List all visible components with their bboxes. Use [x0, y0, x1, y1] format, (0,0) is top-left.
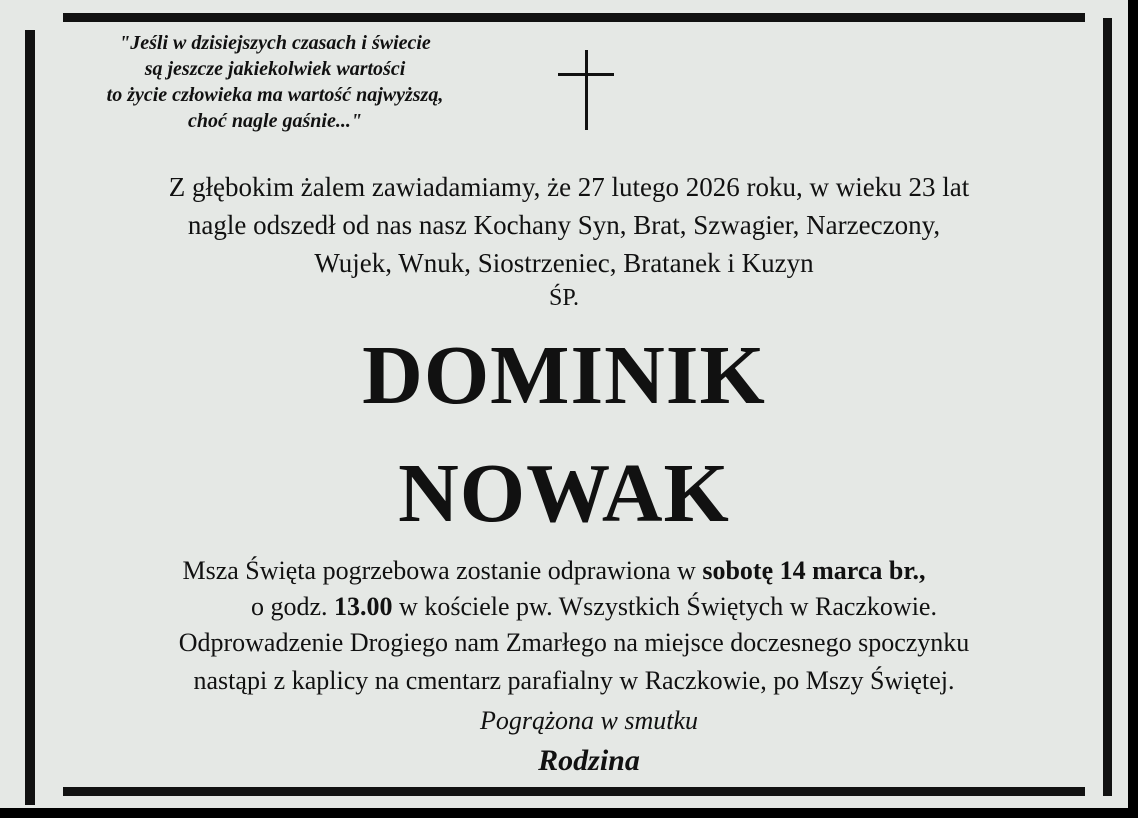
top-border — [63, 13, 1085, 22]
mourning-text: Pogrążona w smutku — [479, 706, 699, 735]
funeral-date: sobotę 14 marca br., — [702, 556, 926, 585]
announcement-line: Z głębokim żalem zawiadamiamy, że 27 lutego 2026 roku, w wieku 23 lat — [168, 172, 970, 202]
procession-line: nastąpi z kaplicy na cmentarz parafialny w Raczkowie, po Mszy Świętej. — [193, 666, 955, 695]
funeral-time-prefix: o godz. — [251, 592, 335, 621]
deceased-prefix: ŚP. — [548, 285, 580, 311]
memorial-quote — [40, 30, 510, 134]
funeral-time: 13.00 — [334, 592, 393, 621]
procession-line: Odprowadzenie Drogiego nam Zmarłego na miejsce doczesnego spoczynku — [178, 628, 970, 657]
quote-line: to życie człowieka ma wartość najwyższą, — [106, 84, 444, 106]
funeral-mass-line — [0, 555, 1118, 587]
quote-line: choć nagle gaśnie..." — [188, 110, 362, 132]
funeral-mass-text: Msza Święta pogrzebowa zostanie odprawiona w — [182, 556, 703, 585]
quote-line: "Jeśli w dzisiejszych czasach i świecie — [119, 32, 431, 54]
funeral-time-line — [30, 591, 1138, 623]
funeral-church: w kościele pw. Wszystkich Świętych w Raczkowie. — [392, 592, 937, 621]
deceased-last-name: NOWAK — [398, 447, 730, 540]
bottom-border — [63, 787, 1085, 796]
quote-line: są jeszcze jakiekolwiek wartości — [144, 58, 406, 80]
announcement-line: Wujek, Wnuk, Siostrzeniec, Bratanek i Kuzyn — [314, 248, 814, 278]
family-signature: Rodzina — [538, 744, 640, 777]
deceased-first-name: DOMINIK — [362, 329, 766, 422]
announcement-line: nagle odszedł od nas nasz Kochany Syn, Brat, Szwagier, Narzeczony, — [187, 210, 941, 240]
cross-icon — [558, 50, 614, 130]
